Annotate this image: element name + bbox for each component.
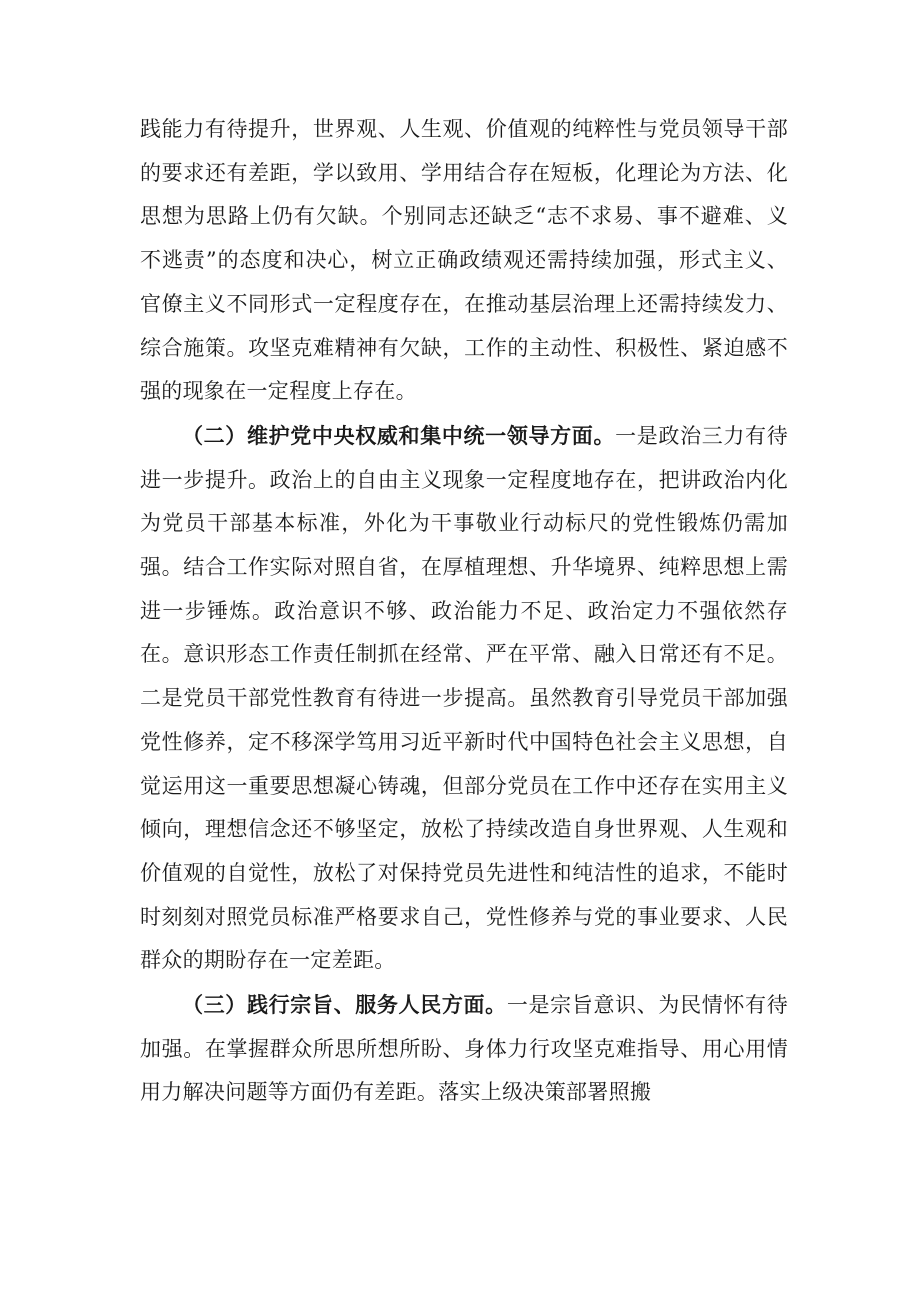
- paragraph-body: 一是政治三力有待进一步提升。政治上的自由主义现象一定程度地存在，把讲政治内化为党员干部基本标准，外化为干事敬业行动标尺的党性锻炼仍需加强。结合工作实际对照自省，在厚植理想、升华境界、纯粹思想上需进一步锤炼。政治意识不够、政治能力不足、政治定力不强依然存在。意识形态工作责任制抓在经常、严在平常、融入日常还有不足。二是党员干部党性教育有待进一步提高。虽然教育引导党员干部加强党性修养，定不移深学笃用习近平新时代中国特色社会主义思想，自觉运用这一重要思想凝心铸魂，但部分党员在工作中还存在实用主义倾向，理想信念还不够坚定，放松了持续改造自身世界观、人生观和价值观的自觉性，放松了对保持党员先进性和纯洁性的追求，不能时时刻刻对照党员标准严格要求自己，党性修养与党的事业要求、人民群众的期盼存在一定差距。: [140, 423, 788, 973]
- section-heading: （二）维护党中央权威和集中统一领导方面。: [182, 422, 616, 448]
- paragraph-section-two: [140, 414, 788, 983]
- paragraph-section-three: [140, 983, 788, 1115]
- paragraph-body: 践能力有待提升，世界观、人生观、价值观的纯粹性与党员领导干部的要求还有差距，学以致用、学用结合存在短板，化理论为方法、化思想为思路上仍有欠缺。个别同志还缺乏“志不求易、事不避难、义不逃责”的态度和决心，树立正确政绩观还需持续加强，形式主义、官僚主义不同形式一定程度存在，在推动基层治理上还需持续发力、综合施策。攻坚克难精神有欠缺，工作的主动性、积极性、紧迫感不强的现象在一定程度上存在。: [140, 117, 788, 404]
- document-body: [140, 108, 788, 1115]
- paragraph-body: 一是宗旨意识、为民情怀有待加强。在掌握群众所思所想所盼、身体力行攻坚克难指导、用心用情用力解决问题等方面仍有差距。落实上级决策部署照搬: [140, 993, 789, 1105]
- paragraph-continuation: [140, 108, 788, 414]
- section-heading: （三）践行宗旨、服务人民方面。: [182, 992, 507, 1018]
